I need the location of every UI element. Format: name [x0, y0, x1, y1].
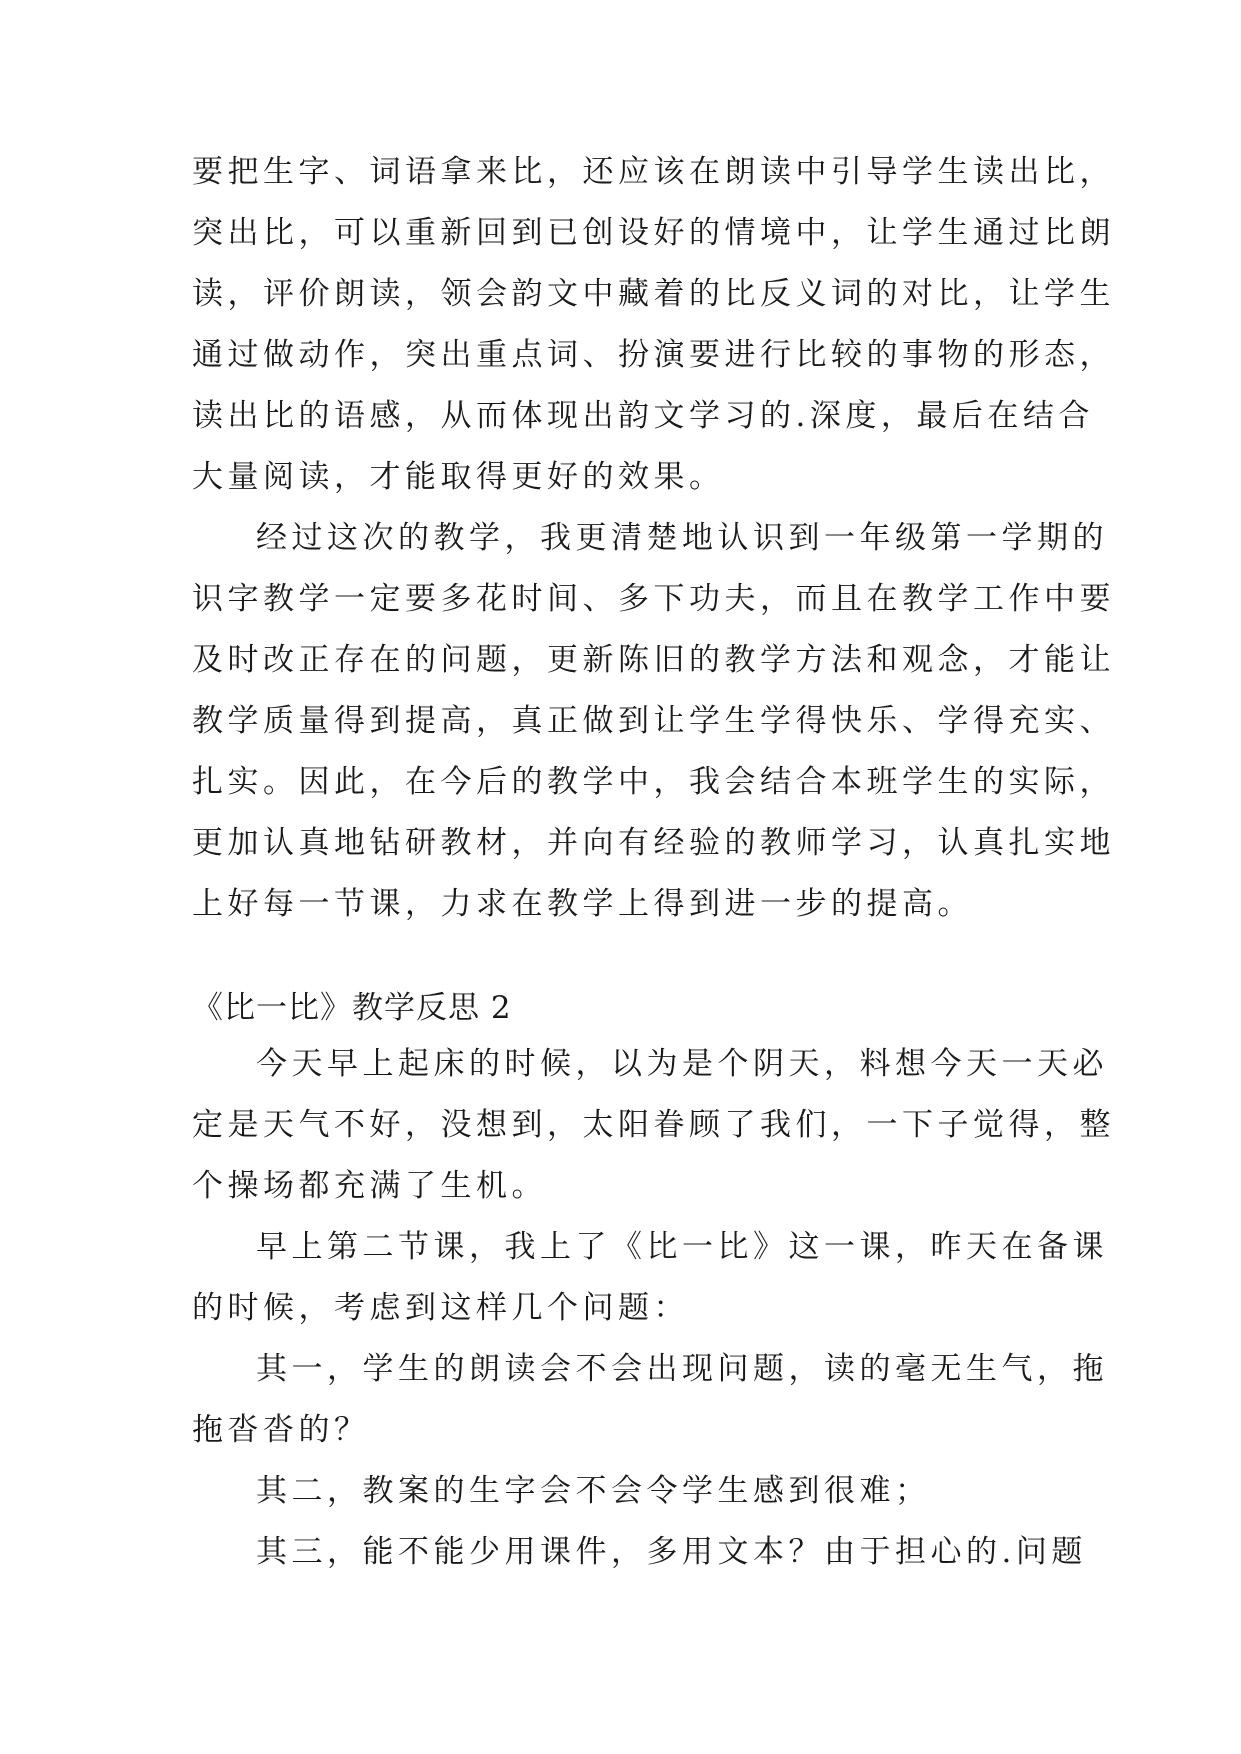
paragraph-line: 个操场都充满了生机。: [192, 1168, 547, 1204]
paragraph-line: 拖沓沓的？: [192, 1412, 370, 1448]
paragraph-line: 识字教学一定要多花时间、多下功夫，而且在教学工作中要: [192, 581, 1115, 617]
paragraph-line: 及时改正存在的问题，更新陈旧的教学方法和观念，才能让: [192, 642, 1115, 678]
paragraph-line: 定是天气不好，没想到，太阳眷顾了我们，一下子觉得，整: [192, 1107, 1115, 1143]
paragraph-line: 上好每一节课，力求在教学上得到进一步的提高。: [192, 886, 973, 922]
paragraph-line: 其二，教案的生字会不会令学生感到很难；: [256, 1473, 931, 1509]
paragraph-line: 大量阅读，才能取得更好的效果。: [192, 459, 725, 495]
paragraph-line: 经过这次的教学，我更清楚地认识到一年级第一学期的: [256, 520, 1108, 556]
paragraph-line: 今天早上起床的时候，以为是个阴天，料想今天一天必: [256, 1046, 1108, 1082]
paragraph-line: 其三，能不能少用课件，多用文本？由于担心的.问题: [256, 1534, 1087, 1570]
paragraph-line: 教学质量得到提高，真正做到让学生学得快乐、学得充实、: [192, 703, 1115, 739]
paragraph-line: 的时候，考虑到这样几个问题：: [192, 1290, 689, 1326]
paragraph-line: 通过做动作，突出重点词、扮演要进行比较的事物的形态，: [192, 337, 1115, 373]
paragraph-line: 要把生字、词语拿来比，还应该在朗读中引导学生读出比，: [192, 154, 1115, 190]
paragraph-line: 更加认真地钻研教材，并向有经验的教师学习，认真扎实地: [192, 825, 1115, 861]
paragraph-line: 读出比的语感，从而体现出韵文学习的.深度，最后在结合: [192, 398, 1094, 434]
paragraph-line: 扎实。因此，在今后的教学中，我会结合本班学生的实际，: [192, 764, 1115, 800]
paragraph-line: 早上第二节课，我上了《比一比》这一课，昨天在备课: [256, 1229, 1108, 1265]
paragraph-line: 其一，学生的朗读会不会出现问题，读的毫无生气，拖: [256, 1351, 1108, 1387]
section-heading: 《比一比》教学反思 2: [192, 990, 512, 1026]
paragraph-line: 读，评价朗读，领会韵文中藏着的比反义词的对比，让学生: [192, 276, 1115, 312]
paragraph-line: 突出比，可以重新回到已创设好的情境中，让学生通过比朗: [192, 215, 1115, 251]
